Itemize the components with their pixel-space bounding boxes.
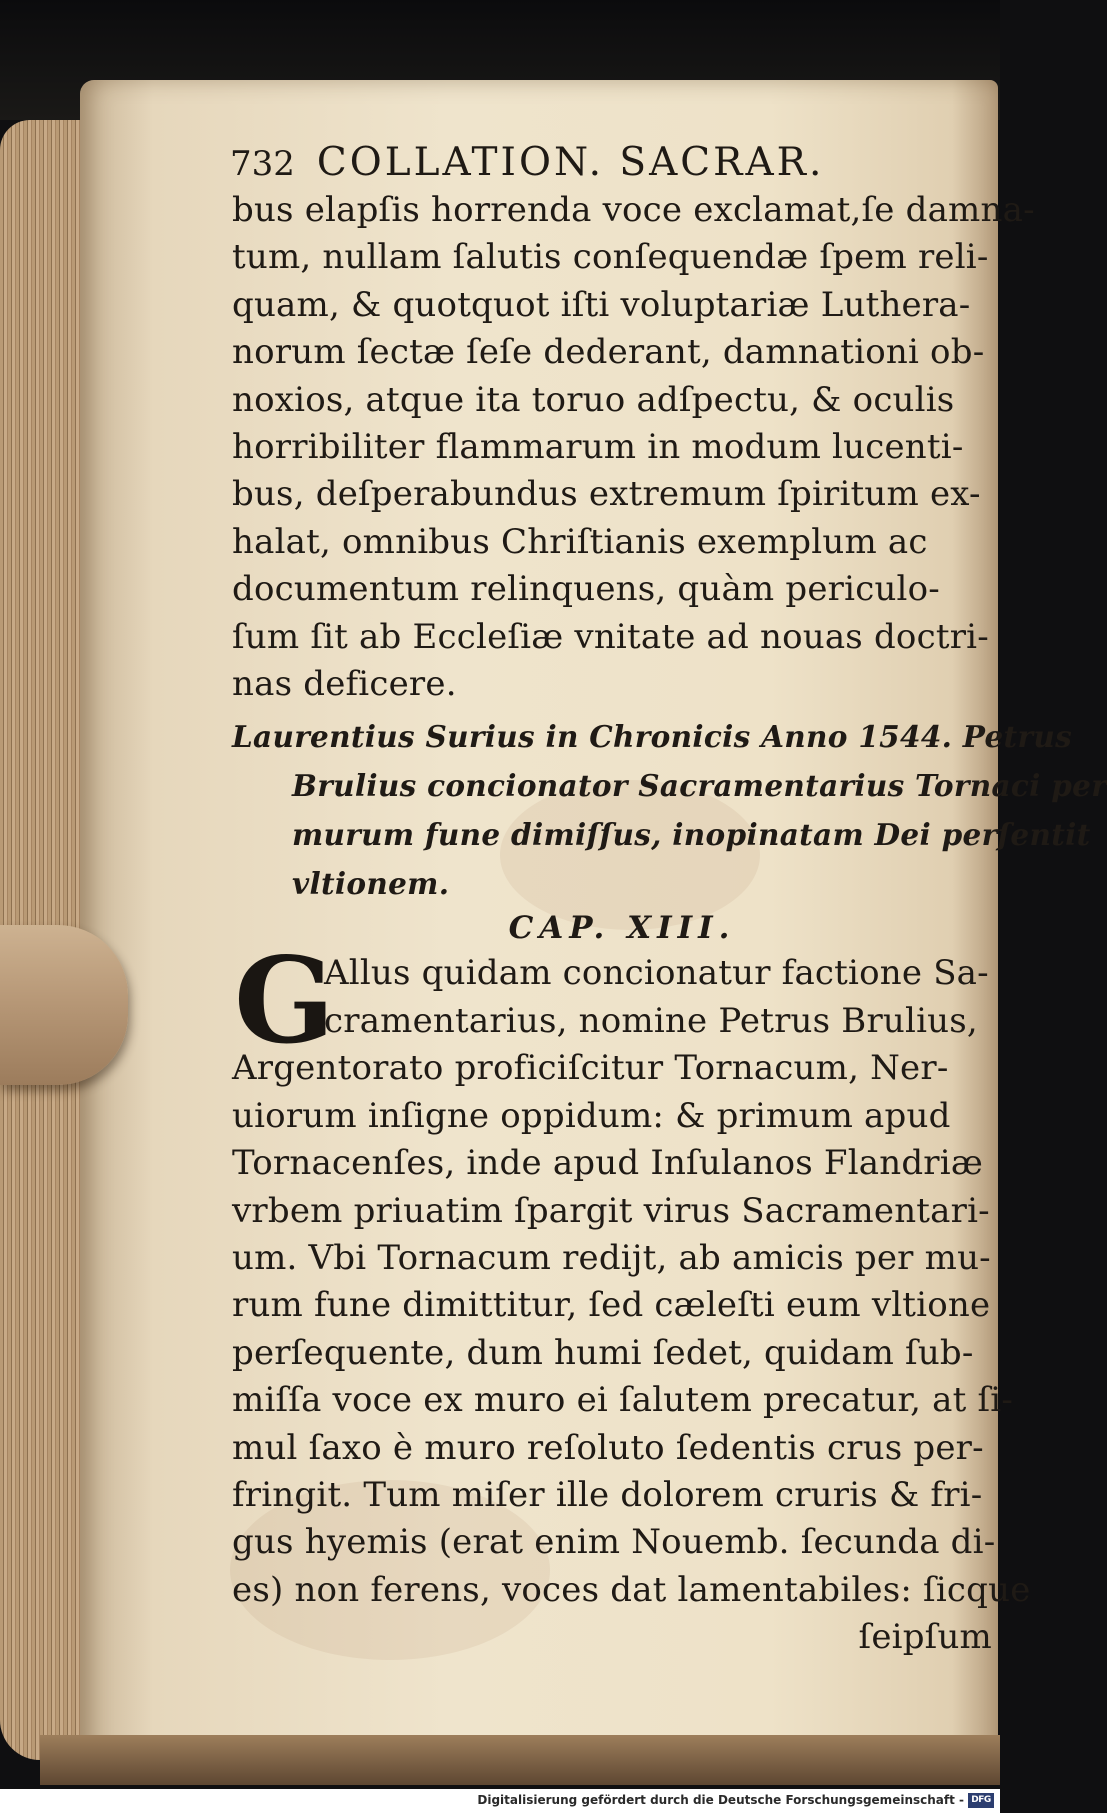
text-line: Allus quidam concionatur factione Sa- <box>324 953 989 994</box>
text-line: quam, & quotquot iſti voluptariæ Luthera- <box>232 284 971 325</box>
text-line: mul ſaxo è muro reſoluto ſedentis crus per- <box>232 1427 984 1468</box>
digitization-footer <box>0 1789 1000 1813</box>
text-line: vrbem priuatim ſpargit virus Sacramentari- <box>232 1190 990 1231</box>
marginal-note <box>232 712 1107 908</box>
catchword: ſeipſum <box>858 1617 992 1658</box>
text-line: norum ſectæ ſeſe dederant, damnationi ob- <box>232 332 985 373</box>
text-line: bus, deſperabundus extremum ſpiritum ex- <box>232 474 981 515</box>
note-line: murum fune dimiſſus, inopinatam Dei perſentit <box>292 817 1091 853</box>
text-line: noxios, atque ita toruo adſpectu, & oculis <box>232 379 955 420</box>
text-line: rum fune dimittitur, ſed cæleſti eum vltione <box>232 1285 991 1326</box>
text-line: miſſa voce ex muro ei ſalutem precatur, at ſi- <box>232 1380 1014 1421</box>
text-line: uiorum inſigne oppidum: & primum apud <box>232 1095 951 1136</box>
running-title: COLLATION. SACRAR. <box>316 140 825 185</box>
text-line: perſequente, dum humi ſedet, quidam ſub- <box>232 1332 974 1373</box>
note-line: Laurentius Surius in Chronicis Anno 1544. Petrus <box>232 719 1072 755</box>
text-line: documentum relinquens, quàm periculo- <box>232 569 940 610</box>
text-line: nas deficere. <box>232 664 457 705</box>
text-line: Argentorato proficiſcitur Tornacum, Ner- <box>232 1048 949 1089</box>
drop-cap: G <box>234 931 335 1071</box>
chapter-heading: CAP. XIII. <box>508 910 736 947</box>
paragraph-1 <box>232 187 1035 708</box>
page-bottom-edge <box>40 1735 1000 1785</box>
text-line: horribiliter flammarum in modum lucenti- <box>232 427 964 468</box>
text-line: halat, omnibus Chriſtianis exemplum ac <box>232 521 928 562</box>
text-line: fringit. Tum miſer ille dolorem cruris & fri- <box>232 1474 983 1515</box>
text-line: tum, nullam ſalutis conſequendæ ſpem reli- <box>232 237 989 278</box>
note-line: Brulius concionator Sacramentarius Tornaci per <box>292 768 1107 804</box>
page-number: 732 <box>230 144 295 184</box>
page-text <box>230 140 1107 1662</box>
text-line: cramentarius, nomine Petrus Brulius, <box>324 1000 978 1041</box>
note-line: vltionem. <box>292 866 450 902</box>
text-line: ſum ſit ab Eccleſiæ vnitate ad nouas doctri- <box>232 616 989 657</box>
text-line: um. Vbi Tornacum redijt, ab amicis per mu- <box>232 1237 991 1278</box>
text-line: bus elapſis horrenda voce exclamat,ſe damna- <box>232 190 1035 230</box>
dfg-logo: DFG <box>968 1793 994 1808</box>
footer-credit: Digitalisierung gefördert durch die Deutsche Forschungsgemeinschaft - <box>477 1793 964 1807</box>
running-head <box>232 140 992 185</box>
book-clasp <box>0 925 128 1085</box>
paragraph-2 <box>232 931 1031 1661</box>
text-line: gus hyemis (erat enim Nouemb. ſecunda di- <box>232 1522 996 1563</box>
text-line: es) non ferens, voces dat lamentabiles: ſicque <box>232 1569 1031 1610</box>
text-line: Tornacenſes, inde apud Inſulanos Flandriæ <box>232 1143 983 1184</box>
